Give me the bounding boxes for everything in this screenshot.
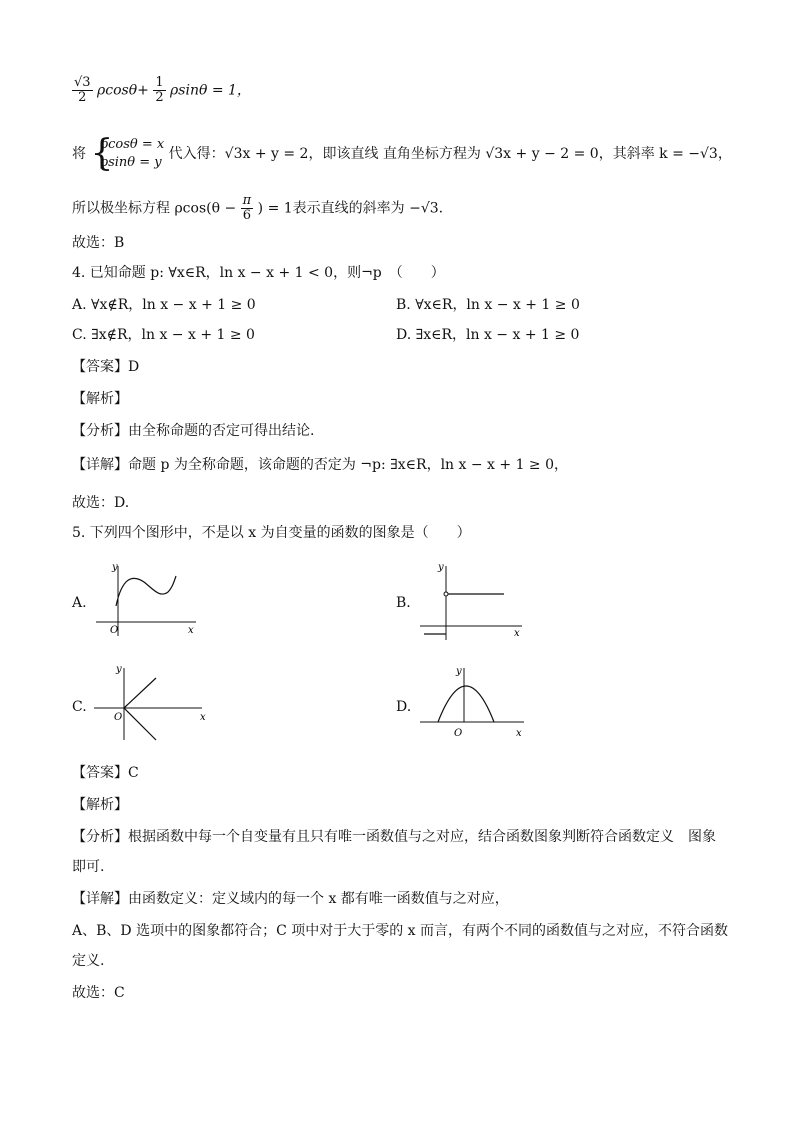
origin-label: O	[114, 712, 123, 723]
equation-line-3	[72, 194, 443, 223]
q4-answer	[72, 358, 139, 376]
system-row-1: ρcosθ = x	[100, 137, 165, 152]
q4-option-c: C. ∃x∉R，ln x − x + 1 ≥ 0	[72, 327, 255, 343]
q4-option-a: A. ∀x∉R，ln x − x + 1 ≥ 0	[72, 297, 256, 313]
y-axis-label: y	[456, 666, 462, 677]
upper-branch	[124, 678, 156, 708]
prev-answer-select: 故选：B	[72, 235, 125, 251]
equation-system	[90, 133, 165, 174]
system-row-2: ρsinθ = y	[100, 155, 162, 170]
x-axis-label: x	[516, 728, 522, 739]
fraction-sqrt3-over-2: $\frac{√3}{2}$	[74, 75, 91, 105]
lower-branch	[124, 708, 156, 740]
rho-sin-term: ρsinθ = 1，	[170, 82, 251, 99]
q5-fenxi-line-2: 即可.	[72, 859, 105, 875]
xiangjie-text: 命题 p 为全称命题，该命题的否定为 ¬p: ∃x∈R，ln x − x + 1 ≥ 0，	[128, 457, 569, 473]
line3-suffix: ) = 1表示直线的斜率为 −√3.	[257, 200, 444, 217]
y-axis-label: y	[438, 562, 444, 573]
graph-b	[416, 560, 526, 640]
y-axis-label: y	[112, 562, 118, 573]
xiangjie-tag: 【详解】	[72, 891, 128, 907]
answer-value: C	[128, 765, 139, 781]
origin-label: O	[110, 625, 119, 636]
xiangjie-tag: 【详解】	[72, 457, 128, 473]
equation-line-1	[72, 76, 251, 105]
q5-stem: 5. 下列四个图形中，不是以 x 为自变量的函数的图象是（ ）	[72, 525, 471, 541]
x-axis-label: x	[200, 712, 206, 723]
q4-xiangjie	[72, 456, 568, 474]
answer-value: D	[128, 359, 140, 375]
graph-label-b: B.	[396, 595, 411, 611]
answer-tag: 【答案】	[72, 765, 128, 781]
q5-jiexi: 【解析】	[72, 797, 128, 813]
fenxi-text: 根据函数中每一个自变量有且只有唯一函数值与之对应，结合函数图象判断符合函数定义 图象	[128, 829, 716, 845]
q4-option-d: D. ∃x∈R，ln x − x + 1 ≥ 0	[396, 327, 580, 343]
open-point	[444, 592, 448, 596]
fenxi-text: 由全称命题的否定可得出结论.	[128, 423, 315, 439]
left-brace-icon: {	[90, 133, 114, 174]
q5-xiangjie-line-1	[72, 890, 509, 908]
line3-prefix: 所以极坐标方程 ρcos(θ −	[72, 200, 237, 217]
fraction-pi-over-6: $\frac{\pi}{6}$	[242, 193, 252, 223]
graph-d	[416, 660, 536, 742]
q4-stem: 4. 已知命题 p: ∀x∈R，ln x − x + 1 < 0，则¬p （ ）	[72, 265, 445, 281]
q5-select: 故选：C	[72, 985, 125, 1001]
cubic-curve	[116, 576, 176, 606]
q4-jiexi: 【解析】	[72, 391, 128, 407]
fenxi-tag: 【分析】	[72, 423, 128, 439]
answer-tag: 【答案】	[72, 359, 128, 375]
graph-label-d: D.	[396, 699, 412, 715]
q4-fenxi	[72, 422, 314, 440]
q4-option-b: B. ∀x∈R，ln x − x + 1 ≥ 0	[396, 297, 580, 313]
equation-line-2	[72, 133, 732, 174]
y-axis-label: y	[116, 664, 122, 675]
parabola-curve	[438, 686, 494, 722]
graph-c	[92, 660, 212, 752]
line2-text: 代入得：√3x + y = 2，即该直线 直角坐标方程为 √3x + y − 2 = 0，其斜率 k = −√3，	[168, 146, 732, 162]
xiangjie-text: 由函数定义：定义域内的每一个 x 都有唯一函数值与之对应，	[128, 891, 509, 907]
fenxi-tag: 【分析】	[72, 829, 128, 845]
q5-fenxi-line-1	[72, 828, 716, 846]
rho-cos-term: ρcosθ+	[97, 82, 149, 99]
q4-select: 故选：D.	[72, 495, 130, 511]
graph-label-c: C.	[72, 699, 87, 715]
origin-label: O	[454, 728, 463, 739]
graph-label-a: A.	[72, 595, 87, 611]
x-axis-label: x	[188, 625, 194, 636]
q5-xiangjie-line-3: 定义.	[72, 953, 105, 969]
line2-prefix: 将	[72, 146, 86, 162]
fraction-1-over-2: $\frac{1}{2}$	[155, 75, 164, 105]
graph-a	[92, 560, 202, 640]
x-axis-label: x	[514, 628, 520, 639]
q5-answer	[72, 764, 139, 782]
q5-xiangjie-line-2: A、B、D 选项中的图象都符合；C 项中对于大于零的 x 而言，有两个不同的函数值与之对应，不符合函数	[72, 923, 729, 939]
